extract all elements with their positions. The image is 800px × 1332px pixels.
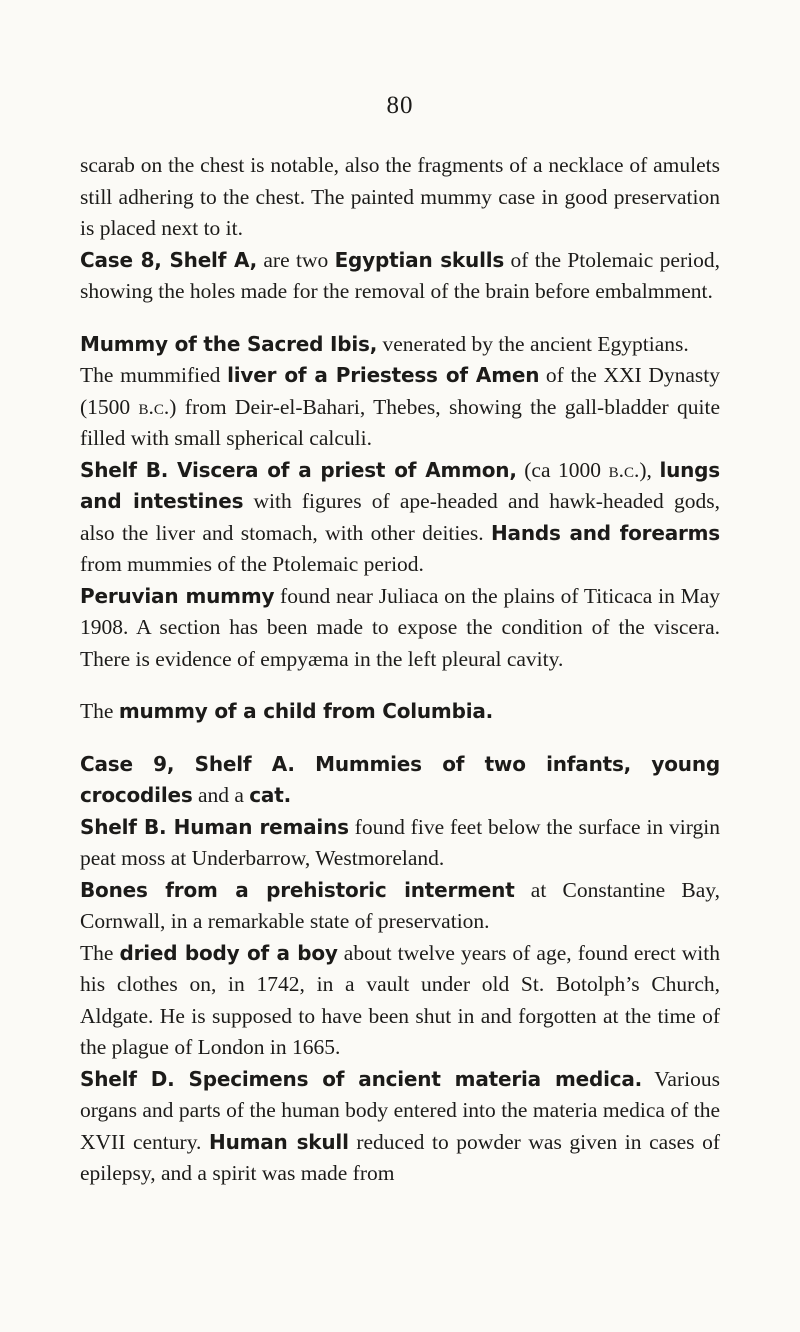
body-text-run: Various organs and parts of the human body entered into the materia medica of the XVII century. xyxy=(80,1066,720,1154)
bold-heading-text: Bones from a prehistoric interment xyxy=(80,877,515,902)
body-text-run: reduced to powder was given in cases of epilepsy, and a spirit was made from xyxy=(80,1129,720,1185)
body-text-run: at Constantine Bay, Cornwall, in a remarkable state of preservation. xyxy=(80,877,721,933)
body-text xyxy=(80,150,720,1190)
body-text-run: scarab on the chest is notable, also the fragments of a necklace of amulets still adhering to the chest. The painted mummy case in good preservation is placed next to it. xyxy=(80,153,720,240)
paragraph xyxy=(80,360,720,455)
bold-heading-text: Peruvian mummy xyxy=(80,583,275,608)
bold-heading-text: Mummy of the Sacred Ibis, xyxy=(80,331,378,356)
bold-heading-text: dried body of a boy xyxy=(119,940,338,965)
page-number: 80 xyxy=(386,92,414,119)
bold-heading-text: Hands and forearms xyxy=(491,520,720,545)
paragraph xyxy=(80,150,720,245)
body-text-run: found near Juliaca on the plains of Titicaca in May 1908. A section has been made to expose the condition of the viscera. There is evidence of empyæma in the left pleural cavity. xyxy=(80,583,720,671)
paragraph xyxy=(80,329,720,361)
body-text-run: from mummies of the Ptolemaic period. xyxy=(80,552,424,576)
small-caps-text: b.c. xyxy=(138,394,170,419)
body-text-run: of the XXI Dynasty (1500 xyxy=(80,363,720,419)
bold-heading-text: Shelf B. Human remains xyxy=(80,814,349,839)
paragraph xyxy=(80,1064,720,1190)
small-caps-text: b.c. xyxy=(608,457,640,482)
bold-heading-text: mummy of a child from Columbia. xyxy=(118,699,494,723)
paragraph xyxy=(80,581,720,676)
bold-heading-text: Egyptian skulls xyxy=(334,247,505,272)
paragraph xyxy=(80,938,720,1064)
body-text-run: and a xyxy=(192,783,250,807)
body-text-run: of the Ptolemaic period, showing the holes made for the removal of the brain before embalmment. xyxy=(80,247,720,303)
bold-heading-text: Shelf D. Specimens of ancient materia medica. xyxy=(80,1066,643,1091)
paragraph xyxy=(80,812,720,875)
body-text-run: are two xyxy=(257,247,335,272)
paragraph xyxy=(80,696,720,728)
bold-heading-text: Case 9, Shelf A. Mummies of two infants, young crocodiles xyxy=(80,751,720,807)
paragraph xyxy=(80,245,720,308)
body-text-run: ) from Deir-el-Bahari, Thebes, showing the gall-bladder quite filled with small spherical calculi. xyxy=(80,394,720,450)
paragraph xyxy=(80,455,720,581)
bold-heading-text: lungs and intestines xyxy=(80,457,720,513)
paragraph xyxy=(80,749,720,812)
body-text-run: venerated by the ancient Egyptians. xyxy=(377,331,689,356)
body-text-run: (ca 1000 xyxy=(516,457,609,482)
body-text-run: The xyxy=(80,940,120,965)
body-text-run: with figures of ape-headed and hawk-headed gods, also the liver and stomach, with other deities. xyxy=(80,489,720,545)
paragraph xyxy=(80,875,720,938)
body-text-run: found five feet below the surface in virgin peat moss at Underbarrow, Westmoreland. xyxy=(80,814,720,870)
bold-heading-text: Case 8, Shelf A, xyxy=(80,247,258,272)
body-text-run: about twelve years of age, found erect with his clothes on, in 1742, in a vault under old St. Botolph’s Church, Aldgate. He is supposed to have been shut in and forgotten at the time of the plague of London in 1665. xyxy=(80,940,720,1059)
bold-heading-text: Human skull xyxy=(209,1129,349,1154)
bold-heading-text: Shelf B. Viscera of a priest of Ammon, xyxy=(80,457,517,482)
body-text-run: ), xyxy=(639,457,660,482)
body-text-run: The mummified xyxy=(80,363,228,387)
bold-heading-text: liver of a Priestess of Amen xyxy=(227,363,540,387)
bold-heading-text: cat. xyxy=(249,783,291,807)
body-text-run: The xyxy=(80,699,119,723)
